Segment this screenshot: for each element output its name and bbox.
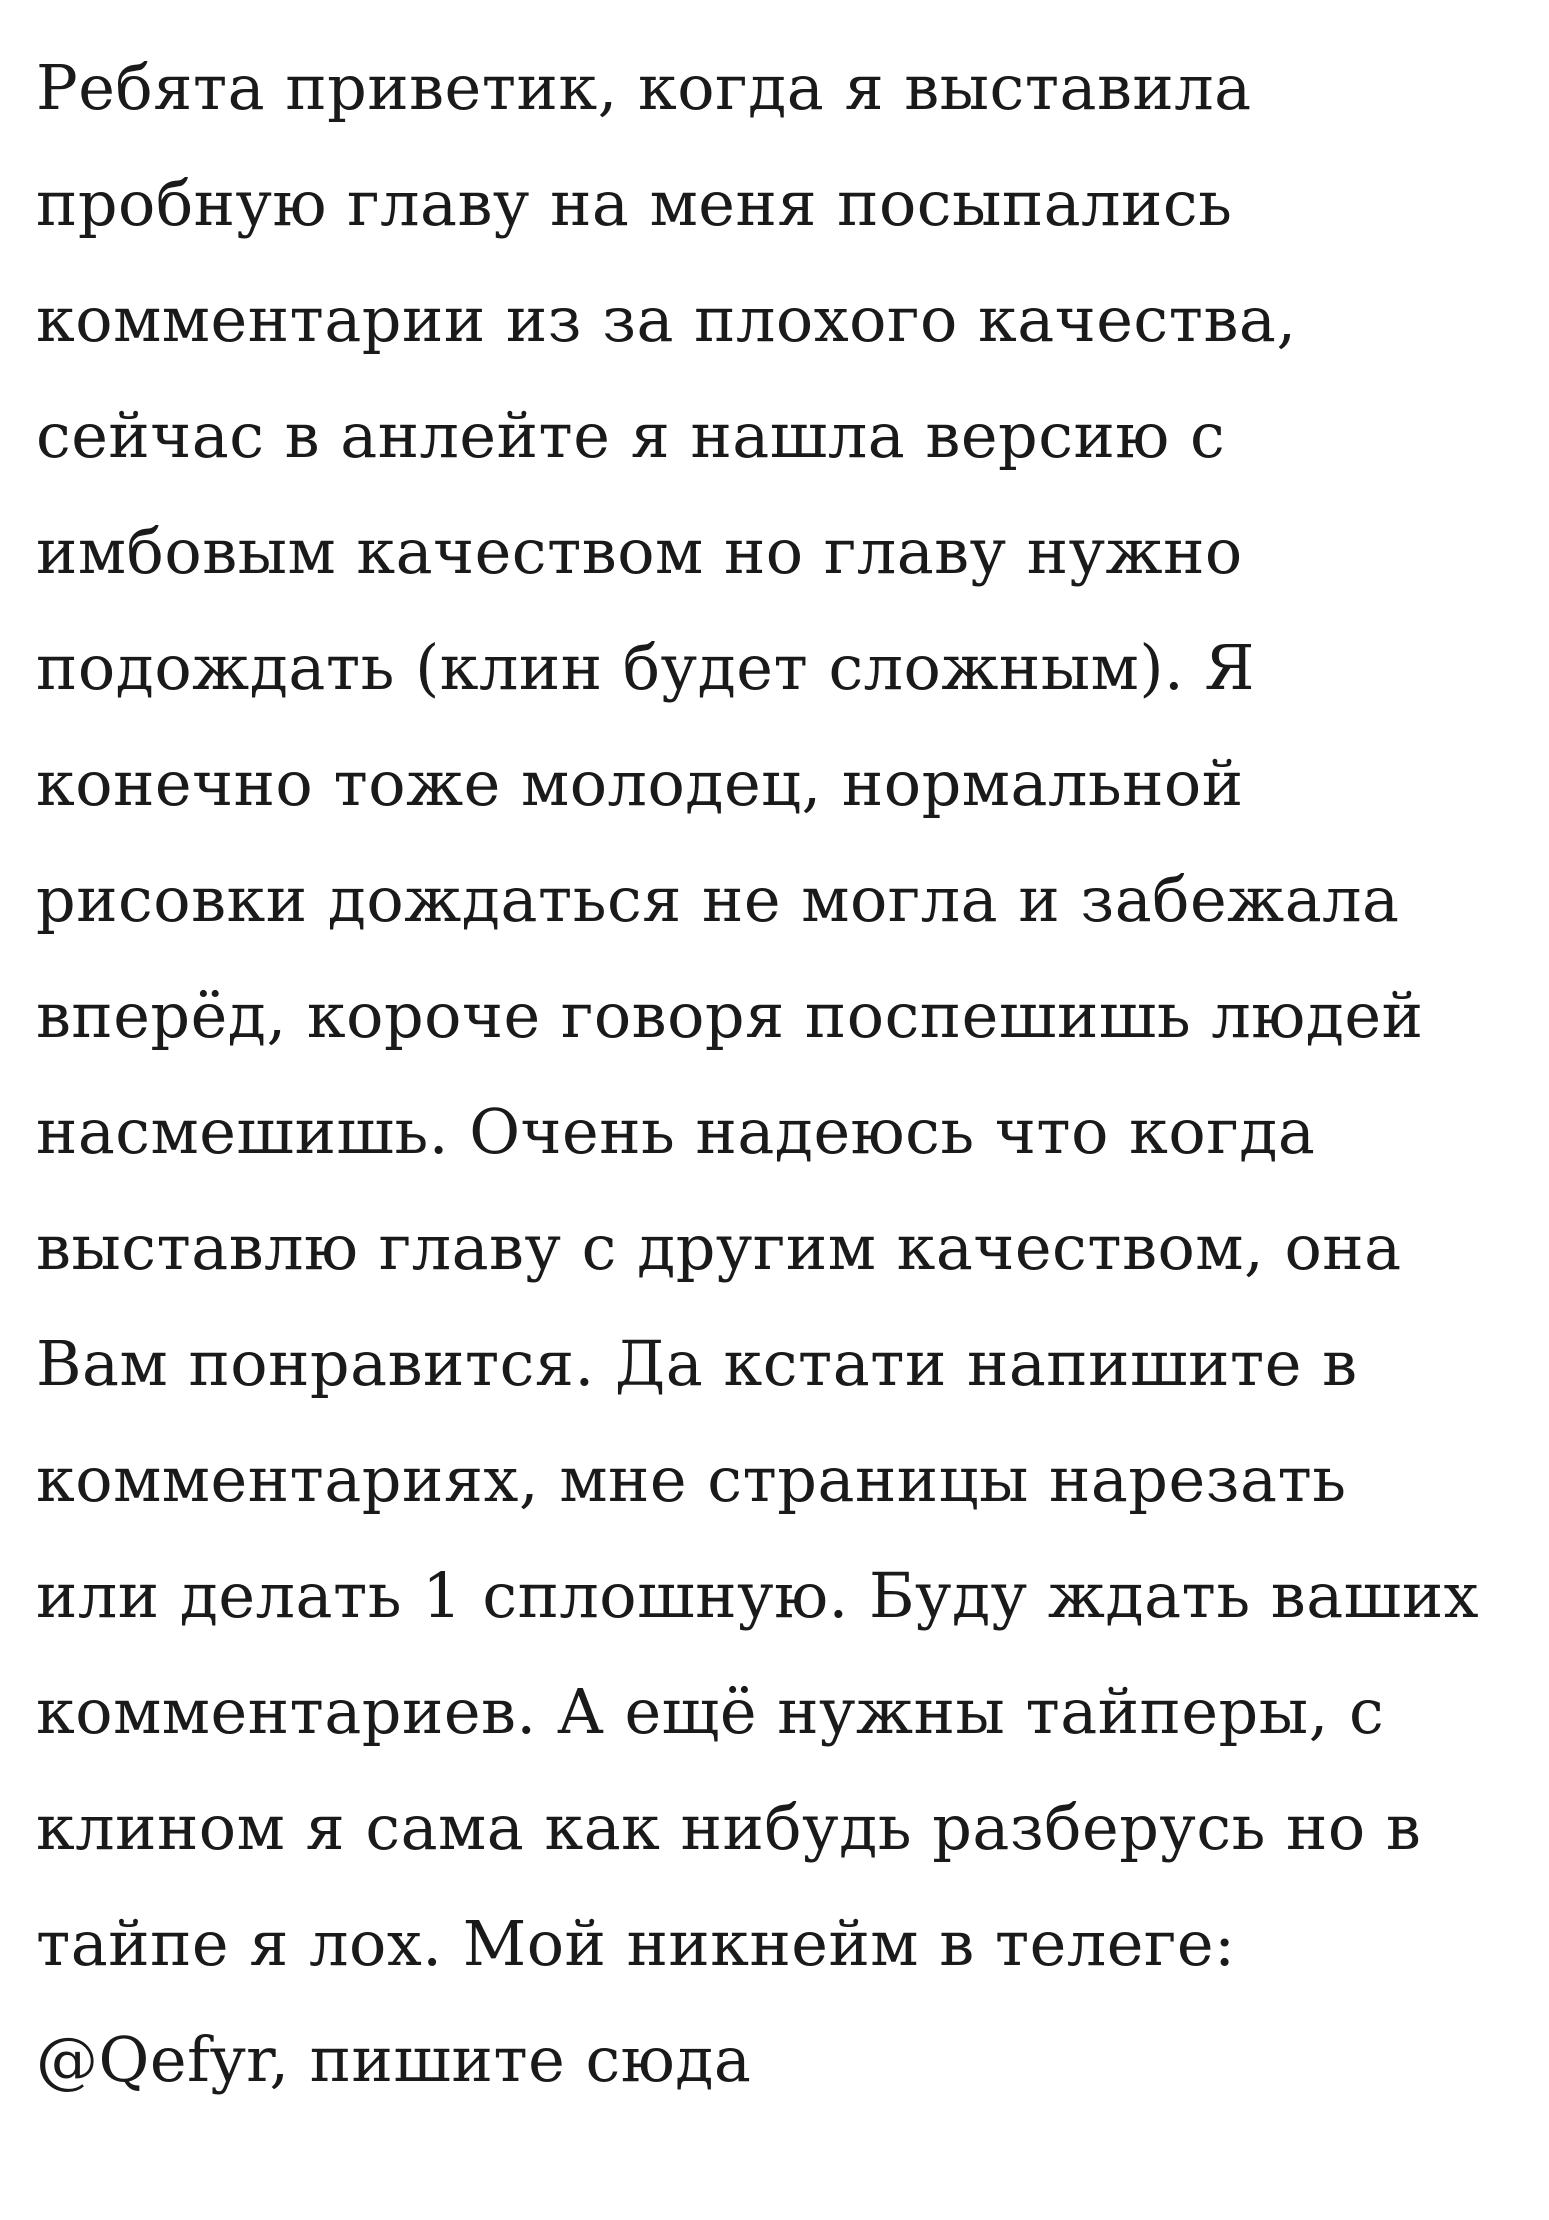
telegram-handle-line: @Qefyr, пишите сюда (36, 2023, 752, 2096)
message-line: или делать 1 сплошную. Буду ждать ваших (36, 1559, 1480, 1632)
message-line: пробную главу на меня посыпались (36, 167, 1233, 240)
message-line: имбовым качеством но главу нужно (36, 515, 1243, 588)
message-line: комментарии из за плохого качества, (36, 283, 1297, 356)
message-line: рисовки дождаться не могла и забежала (36, 863, 1400, 936)
message-line: Ребята приветик, когда я выставила (36, 51, 1252, 124)
message-line: сейчас в анлейте я нашла версию с (36, 399, 1226, 472)
message-line: выставлю главу с другим качеством, она (36, 1211, 1402, 1284)
message-line: конечно тоже молодец, нормальной (36, 747, 1244, 820)
message-line: комментариях, мне страницы нарезать (36, 1443, 1347, 1516)
message-line: тайпе я лох. Мой никнейм в телеге: (36, 1907, 1236, 1980)
message-line: насмешишь. Очень надеюсь что когда (36, 1095, 1316, 1168)
message-text (36, 30, 1549, 2118)
message-line: комментариев. А ещё нужны тайперы, с (36, 1675, 1385, 1748)
message-line: вперёд, короче говоря поспешишь людей (36, 979, 1424, 1052)
message-line: клином я сама как нибудь разберусь но в (36, 1791, 1422, 1864)
message-line: Вам понравится. Да кстати напишите в (36, 1327, 1358, 1400)
message-line: подождать (клин будет сложным). Я (36, 631, 1255, 704)
